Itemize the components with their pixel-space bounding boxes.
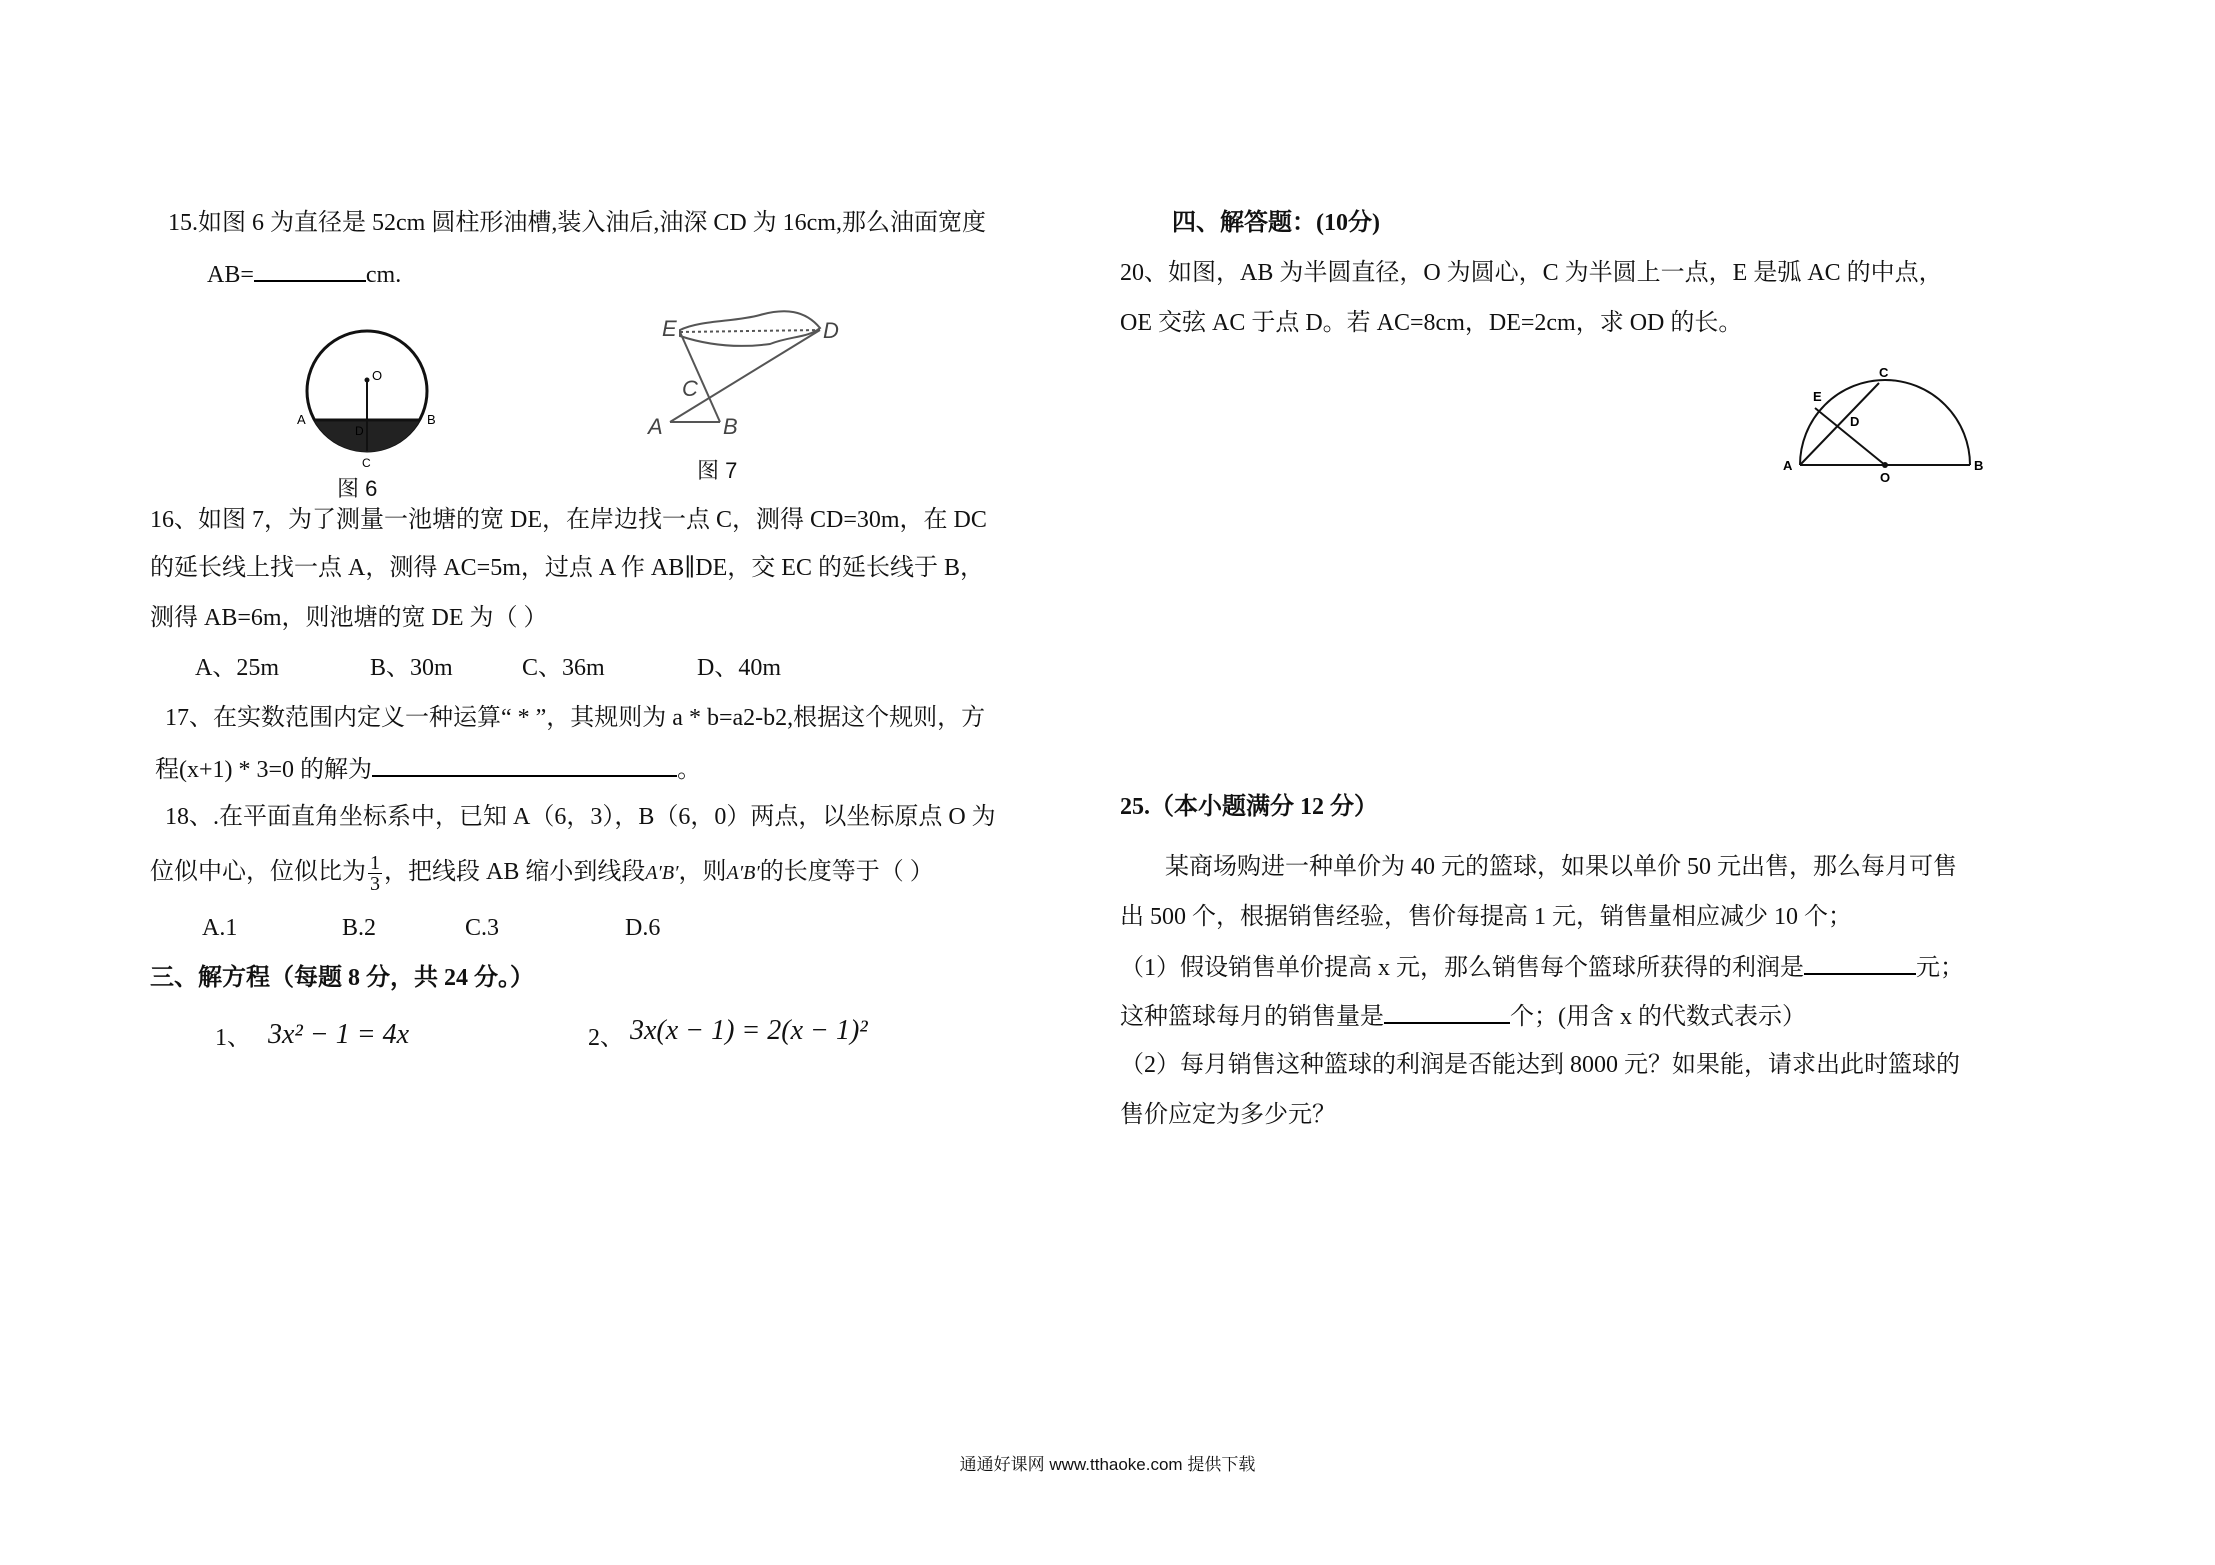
q25-title: 25.（本小题满分 12 分） — [1120, 794, 1378, 820]
label-o: O — [372, 368, 383, 383]
label-o: O — [1880, 470, 1891, 485]
figure-20-semicircle — [1775, 360, 1990, 485]
q25-profit-blank[interactable] — [1804, 951, 1916, 975]
q18-frac-den: 3 — [370, 873, 380, 895]
q25-sales-prefix: 这种篮球每月的销售量是 — [1120, 1004, 1384, 1030]
q15-unit: cm. — [365, 262, 402, 288]
label-a: A — [648, 414, 663, 439]
q25-sales-suffix: 个；(用含 x 的代数式表示） — [1510, 1004, 1806, 1030]
figure-7-caption: 图 7 — [697, 458, 738, 483]
q18-line2 — [150, 853, 934, 894]
label-e: E — [662, 316, 677, 341]
q18-frac-num: 1 — [370, 852, 380, 874]
q18-text-b: ，把线段 AB 缩小到线段 — [384, 859, 646, 886]
label-a: A — [1783, 458, 1793, 473]
label-d: D — [1850, 414, 1860, 429]
q18-option-d[interactable]: D.6 — [625, 915, 661, 941]
equation-1-number: 1、 — [215, 1025, 251, 1051]
q25-line1: 某商场购进一种单价为 40 元的篮球，如果以单价 50 元出售，那么每月可售 — [1165, 854, 1957, 880]
center-point-o — [1882, 462, 1888, 468]
q17-line1: 17、在实数范围内定义一种运算“ * ”，其规则为 a * b=a2-b2,根据这个规则，方 — [165, 705, 986, 731]
label-c: C — [1879, 365, 1889, 380]
q18-segment-1: A′B′ — [645, 862, 679, 885]
q20-line1: 20、如图，AB 为半圆直径，O 为圆心，C 为半圆上一点，E 是弧 AC 的中点， — [1120, 260, 1943, 286]
q25-line2: 出 500 个，根据销售经验，售价每提高 1 元，销售量相应减少 10 个； — [1120, 904, 1852, 930]
label-d: D — [355, 424, 364, 438]
q16-line3: 测得 AB=6m，则池塘的宽 DE 为（ ） — [150, 605, 548, 631]
q16-option-d[interactable]: D、40m — [697, 655, 781, 681]
q16-line1: 16、如图 7，为了测量一池塘的宽 DE，在岸边找一点 C，测得 CD=30m，在 DC — [150, 507, 987, 533]
chord-ac — [1800, 383, 1879, 465]
equation-1: 3x² − 1 = 4x — [268, 1019, 410, 1050]
figure-6-caption: 图 6 — [337, 476, 378, 501]
q18-option-a[interactable]: A.1 — [202, 915, 238, 941]
q15-answer-blank[interactable] — [254, 258, 366, 282]
section-4-title: 四、解答题：(10分) — [1172, 210, 1380, 236]
label-b: B — [723, 414, 738, 439]
q16-option-a[interactable]: A、25m — [195, 655, 279, 681]
page-footer: 通通好课网 www.tthaoke.com 提供下载 — [959, 1455, 1256, 1474]
label-b: B — [1974, 458, 1984, 473]
label-a: A — [297, 412, 306, 427]
label-e: E — [1813, 389, 1822, 404]
q25-line6: 售价应定为多少元？ — [1120, 1102, 1336, 1128]
q17-prefix: 程(x+1) * 3=0 的解为 — [155, 757, 373, 783]
q20-line2: OE 交弦 AC 于点 D。若 AC=8cm，DE=2cm，求 OD 的长。 — [1120, 310, 1743, 336]
q17-suffix: 。 — [677, 757, 702, 783]
q18-text-d: 的长度等于（ ） — [759, 859, 934, 886]
label-c: C — [362, 456, 371, 468]
q18-segment-2: A′B′ — [726, 862, 760, 885]
segment-de — [680, 330, 820, 332]
q16-option-c[interactable]: C、36m — [522, 655, 605, 681]
semicircle-arc — [1800, 380, 1970, 465]
q17-line2 — [155, 753, 701, 785]
label-d: D — [823, 318, 839, 343]
q18-text-c: ，则 — [678, 859, 727, 886]
section-3-title: 三、解方程（每题 8 分，共 24 分。） — [150, 965, 534, 991]
q18-text-a: 位似中心，位似比为 — [150, 859, 366, 886]
q25-line3 — [1120, 951, 1964, 983]
q25-line4 — [1120, 1000, 1806, 1032]
q25-part1-suffix: 元； — [1916, 955, 1964, 981]
center-point-o — [365, 378, 370, 383]
q16-option-b[interactable]: B、30m — [370, 655, 453, 681]
q17-answer-blank[interactable] — [372, 753, 677, 777]
label-c: C — [682, 376, 698, 401]
pond-outline — [680, 311, 820, 346]
q16-line2: 的延长线上找一点 A，测得 AC=5m，过点 A 作 AB∥DE，交 EC 的延长线于 B， — [150, 555, 984, 581]
q15-ab-prefix: AB= — [207, 262, 254, 288]
equation-2: 3x(x − 1) = 2(x − 1)² — [630, 1015, 868, 1046]
equation-2-number: 2、 — [588, 1025, 624, 1051]
q18-option-c[interactable]: C.3 — [465, 915, 500, 941]
q18-line1: 18、.在平面直角坐标系中，已知 A（6，3），B（6，0）两点，以坐标原点 O 为 — [165, 804, 996, 830]
q15-line2 — [207, 258, 401, 290]
q18-option-b[interactable]: B.2 — [342, 915, 377, 941]
q15-line1: 15.如图 6 为直径是 52cm 圆柱形油槽,装入油后,油深 CD 为 16cm,那么油面宽度 — [168, 210, 986, 236]
q25-part1-prefix: （1）假设销售单价提高 x 元，那么销售每个篮球所获得的利润是 — [1120, 955, 1804, 981]
q18-ratio-fraction — [368, 853, 382, 894]
q25-sales-blank[interactable] — [1384, 1000, 1510, 1024]
figure-7-pond — [640, 300, 840, 440]
figure-6-circle — [295, 318, 445, 468]
q25-line5: （2）每月销售这种篮球的利润是否能达到 8000 元？如果能，请求出此时篮球的 — [1120, 1052, 1960, 1078]
label-b: B — [427, 412, 436, 427]
